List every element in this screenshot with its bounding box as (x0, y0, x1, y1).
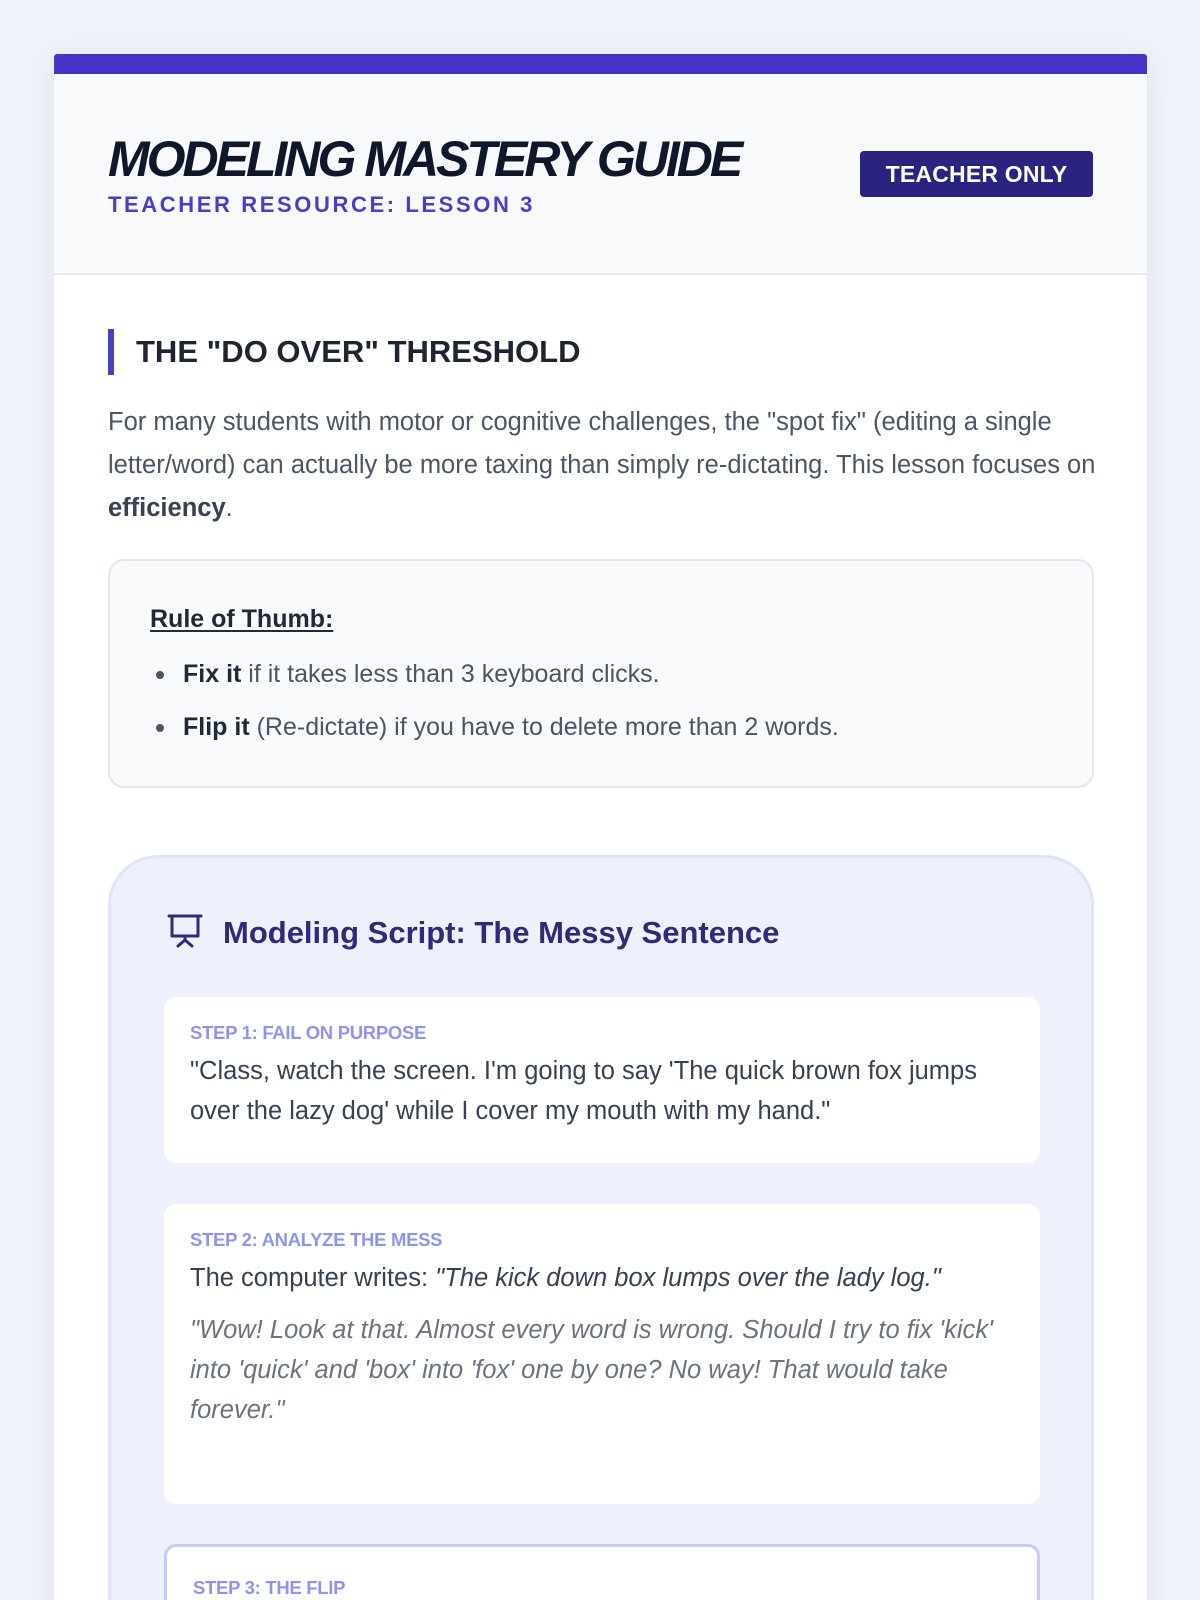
step-label: STEP 3: THE FLIP (193, 1577, 346, 1598)
step-card-3 (164, 1544, 1040, 1600)
intro-emphasis: efficiency (108, 494, 226, 522)
bullet-icon (156, 671, 164, 679)
page-subtitle: TEACHER RESOURCE: LESSON 3 (108, 192, 535, 217)
accent-bar (54, 54, 1147, 74)
step-label: STEP 1: FAIL ON PURPOSE (190, 1022, 427, 1043)
intro-paragraph (108, 401, 1108, 530)
list-item (150, 710, 839, 763)
presentation-icon (165, 910, 205, 955)
rule-list (150, 657, 839, 763)
step-card-2 (164, 1204, 1040, 1504)
rule-title: Rule of Thumb: (150, 605, 334, 633)
computer-output-quote: "The kick down box lumps over the lady log." (435, 1264, 941, 1292)
lesson-card (54, 54, 1147, 1600)
bullet-icon (156, 724, 164, 732)
rule-item-text: if it takes less than 3 keyboard clicks. (241, 660, 660, 688)
rule-item-text: (Re-dictate) if you have to delete more than 2 words. (249, 713, 839, 741)
rule-item-bold: Fix it (183, 660, 242, 688)
teacher-note: "Wow! Look at that. Almost every word is wrong. Should I try to fix 'kick' into 'quick' and 'box' into 'fox' one by one? No way! That would take forever." (190, 1316, 993, 1424)
script-title: Modeling Script: The Messy Sentence (223, 914, 780, 950)
rule-item-bold: Flip it (183, 713, 250, 741)
step-text-prefix: The computer writes: (190, 1264, 436, 1292)
teacher-only-badge: TEACHER ONLY (860, 151, 1093, 197)
page-header (54, 74, 1147, 275)
modeling-script-box (108, 855, 1094, 1600)
intro-end: . (225, 494, 233, 522)
step-label: STEP 2: ANALYZE THE MESS (190, 1229, 443, 1250)
step-text (190, 1258, 1014, 1298)
section-heading: THE "DO OVER" THRESHOLD (108, 329, 580, 375)
step-text: "Class, watch the screen. I'm going to say 'The quick brown fox jumps over the lazy dog' while I cover my mouth with my hand." (190, 1057, 977, 1125)
page-title: MODELING MASTERY GUIDE (108, 131, 741, 187)
rule-of-thumb-box (108, 559, 1094, 788)
intro-text: For many students with motor or cognitive challenges, the "spot fix" (editing a single letter/word) can actually be more taxing than simply re-dictating. This lesson focuses on (108, 408, 1096, 479)
list-item (150, 657, 839, 710)
step-card-1 (164, 997, 1040, 1163)
script-header (165, 910, 779, 955)
